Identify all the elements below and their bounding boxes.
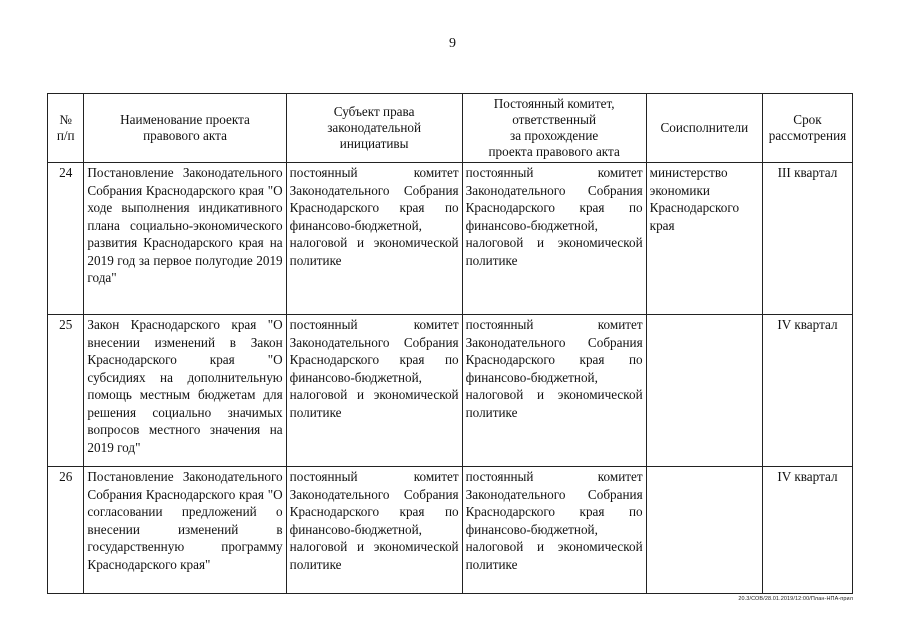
row-committee: постоянный комитет Законодательного Собрания Краснодарского края по финансово-бюджетной, налоговой и экономической политике [462, 467, 646, 594]
row-term: IV квартал [762, 315, 852, 467]
table-header-row [48, 94, 853, 163]
row-term: III квартал [762, 163, 852, 315]
table-row [48, 163, 853, 315]
row-coexecutors [646, 315, 762, 467]
row-subject: постоянный комитет Законодательного Собрания Краснодарского края по финансово-бюджетной, налоговой и экономической политике [286, 315, 462, 467]
table-row [48, 467, 853, 594]
row-coexecutors [646, 467, 762, 594]
header-coexecutors: Соисполнители [646, 94, 762, 163]
row-committee: постоянный комитет Законодательного Собрания Краснодарского края по финансово-бюджетной, налоговой и экономической политике [462, 163, 646, 315]
row-num: 26 [48, 467, 84, 594]
row-subject: постоянный комитет Законодательного Собрания Краснодарского края по финансово-бюджетной, налоговой и экономической политике [286, 467, 462, 594]
table-row [48, 315, 853, 467]
header-committee: Постоянный комитет, ответственный за прохождение проекта правового акта [462, 94, 646, 163]
row-act-name: Закон Краснодарского края "О внесении изменений в Закон Краснодарского края "О субсидиях на дополнительную помощь местным бюджетам для решения социально значимых вопросов местного значения на 2019 год" [84, 315, 286, 467]
row-subject: постоянный комитет Законодательного Собрания Краснодарского края по финансово-бюджетной, налоговой и экономической политике [286, 163, 462, 315]
header-name: Наименование проекта правового акта [84, 94, 286, 163]
row-term: IV квартал [762, 467, 852, 594]
row-act-name: Постановление Законодательного Собрания Краснодарского края "О согласовании предложений о внесении изменений в государственную программу Краснодарского края" [84, 467, 286, 594]
row-act-name: Постановление Законодательного Собрания Краснодарского края "О ходе выполнения индикативного плана социально-экономического развития Краснодарского края на 2019 год за первое полугодие 2019 года" [84, 163, 286, 315]
header-subject: Субъект права законодательной инициативы [286, 94, 462, 163]
legislative-plan-table [47, 93, 853, 594]
page-number: 9 [449, 36, 456, 51]
header-term: Срок рассмотрения [762, 94, 852, 163]
row-coexecutors: министерство экономики Краснодарского края [646, 163, 762, 315]
header-num: № п/п [48, 94, 84, 163]
row-num: 25 [48, 315, 84, 467]
document-footer-code: 20.3/СОВ/28.01.2019/12:00/План-НПА-прил [738, 596, 853, 602]
row-num: 24 [48, 163, 84, 315]
row-committee: постоянный комитет Законодательного Собрания Краснодарского края по финансово-бюджетной, налоговой и экономической политике [462, 315, 646, 467]
